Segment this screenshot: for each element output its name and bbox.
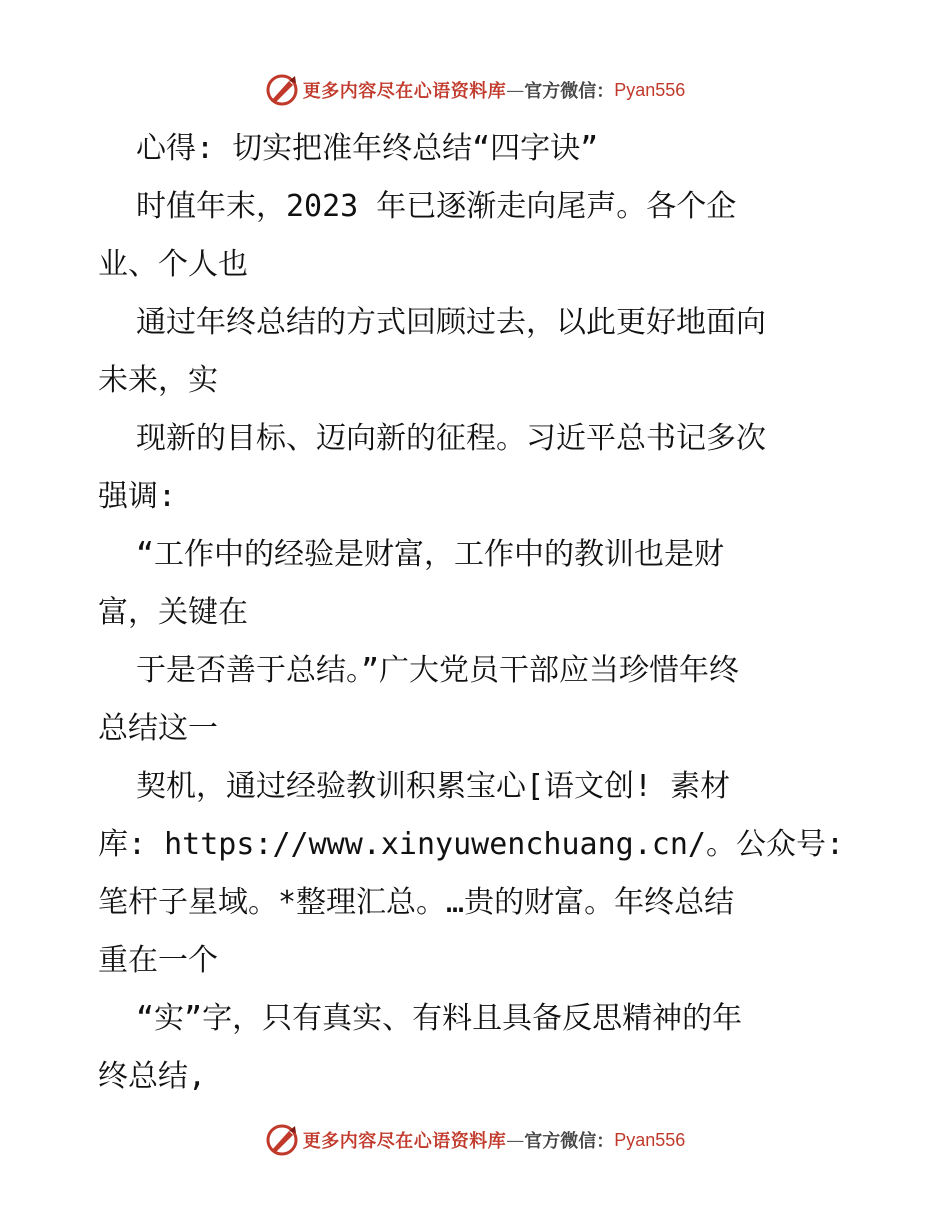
paragraph-line: 时值年末，2023 年已逐渐走向尾声。各个企 — [136, 189, 737, 224]
banner-title: 更多内容尽在心语资料库 — [302, 81, 507, 102]
paragraph-line: 终总结, — [98, 1059, 207, 1094]
paragraph-line: “工作中的经验是财富，工作中的教训也是财 — [136, 537, 725, 572]
paragraph-line: 业、个人也 — [98, 247, 248, 282]
paragraph-line: 契机，通过经验教训积累宝心[语文创! 素材 — [136, 769, 731, 804]
paragraph-line: 强调: — [98, 479, 177, 514]
quill-logo-icon — [265, 73, 299, 107]
paragraph-line: “实”字，只有真实、有料且具备反思精神的年 — [136, 1001, 743, 1036]
banner-title: 更多内容尽在心语资料库 — [302, 1131, 507, 1152]
paragraph-line: 笔杆子星域。*整理汇总。…贵的财富。年终总结 — [98, 885, 735, 920]
banner-wechat-handle: Pyan556 — [614, 1129, 686, 1150]
paragraph-line: 重在一个 — [98, 943, 218, 978]
paragraph-line: 库: https://www.xinyuwenchuang.cn/。公众号: — [98, 827, 845, 862]
paragraph-line: 未来，实 — [98, 363, 218, 398]
banner-wechat-label: 官方微信： — [524, 81, 615, 102]
header-banner — [0, 72, 950, 108]
banner-separator: — — [506, 1129, 525, 1151]
paragraph-line: 现新的目标、迈向新的征程。习近平总书记多次 — [136, 421, 766, 456]
quill-logo-icon — [265, 1123, 299, 1157]
document-body — [98, 120, 858, 1106]
document-heading: 心得: 切实把准年终总结“四字诀” — [136, 131, 599, 166]
banner-wechat-handle: Pyan556 — [614, 79, 686, 100]
paragraph-line: 通过年终总结的方式回顾过去，以此更好地面向 — [136, 305, 766, 340]
footer-banner — [0, 1122, 950, 1158]
paragraph-line: 总结这一 — [98, 711, 218, 746]
paragraph-line: 于是否善于总结。”广大党员干部应当珍惜年终 — [136, 653, 740, 688]
banner-wechat-label: 官方微信： — [524, 1131, 615, 1152]
banner-separator: — — [506, 79, 525, 101]
paragraph-line: 富，关键在 — [98, 595, 248, 630]
